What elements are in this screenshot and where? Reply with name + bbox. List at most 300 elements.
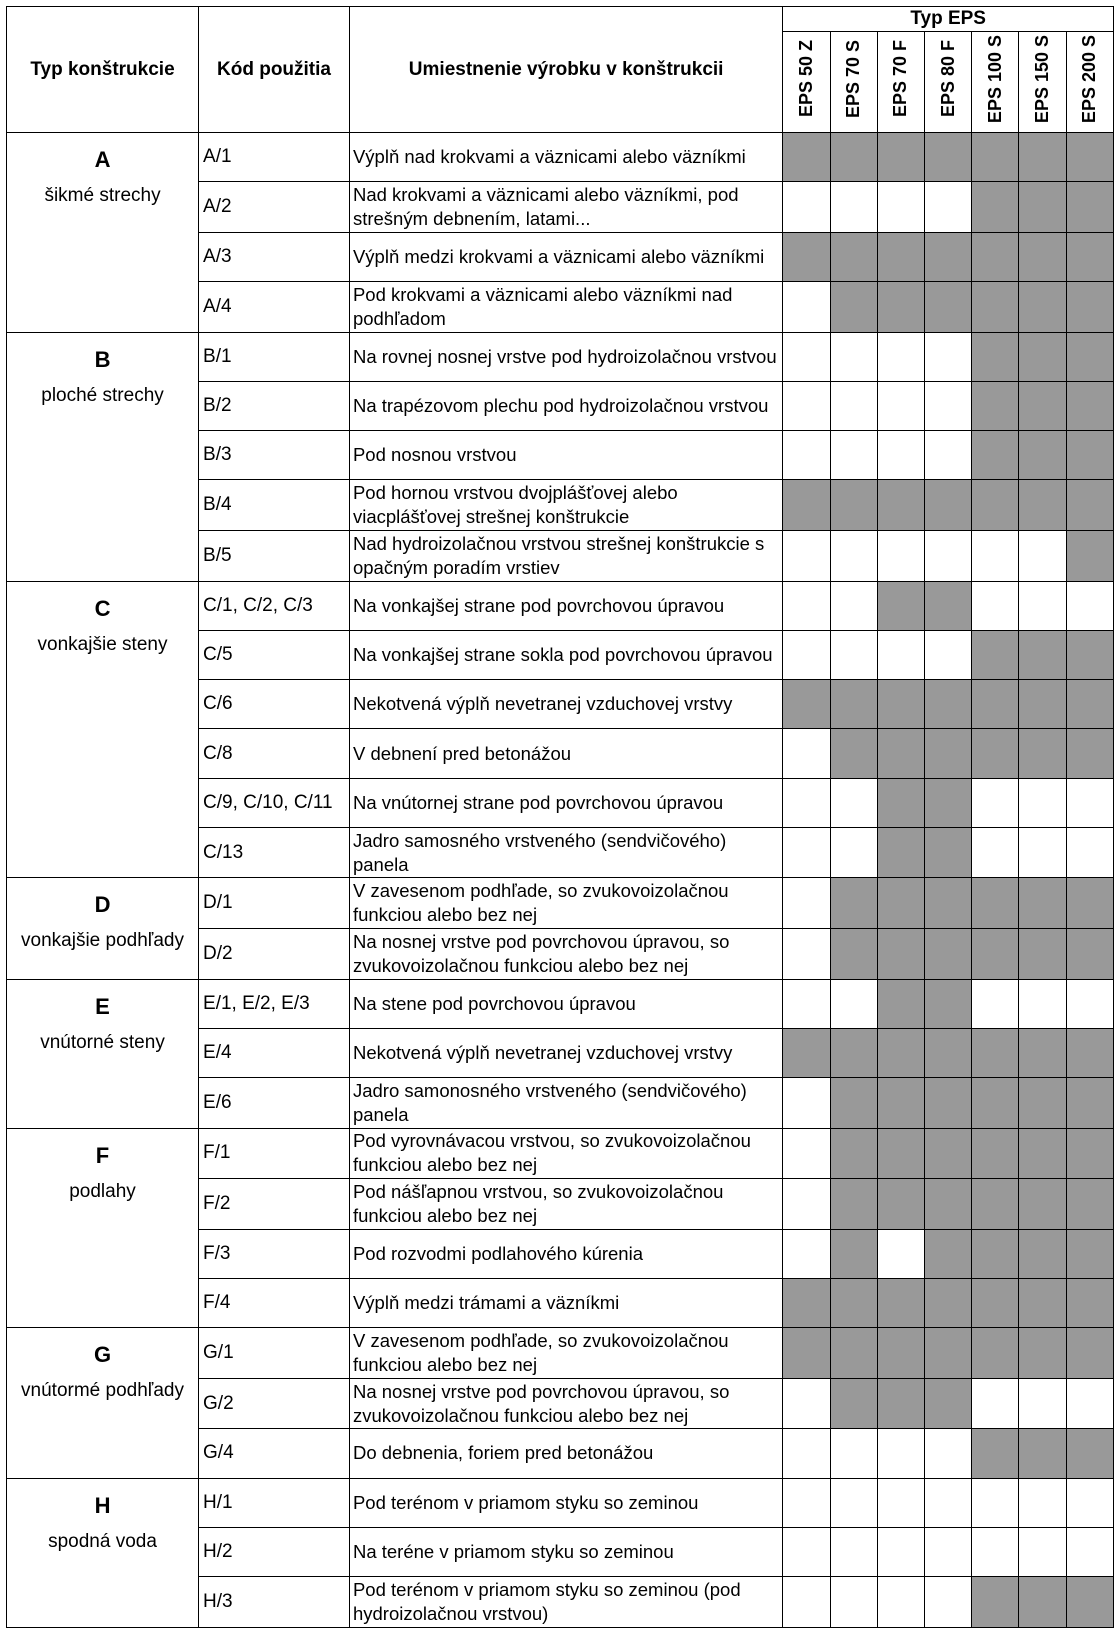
- usage-code-cell: H/1: [199, 1478, 350, 1527]
- eps-unsuitable-cell: [1066, 979, 1113, 1028]
- eps-suitable-cell: [925, 1278, 972, 1327]
- usage-code-cell: E/1, E/2, E/3: [199, 979, 350, 1028]
- eps-suitable-cell: [830, 1128, 877, 1179]
- table-row: [7, 332, 1114, 381]
- eps-suitable-cell: [1066, 1278, 1113, 1327]
- eps-suitable-cell: [925, 729, 972, 778]
- eps-unsuitable-cell: [783, 1179, 830, 1230]
- placement-description-cell: V debnení pred betonážou: [349, 729, 782, 778]
- eps-suitable-cell: [972, 1328, 1019, 1379]
- eps-suitable-cell: [1019, 232, 1066, 281]
- eps-suitable-cell: [877, 282, 924, 333]
- usage-code-cell: A/3: [199, 232, 350, 281]
- usage-code-cell: G/4: [199, 1429, 350, 1478]
- eps-unsuitable-cell: [1066, 778, 1113, 827]
- eps-suitable-cell: [972, 1179, 1019, 1230]
- eps-suitable-cell: [1066, 1028, 1113, 1077]
- eps-suitable-cell: [1066, 1429, 1113, 1478]
- placement-description-cell: Pod nášľapnou vrstvou, so zvukovoizolačnou funkciou alebo bez nej: [349, 1179, 782, 1230]
- eps-suitable-cell: [1066, 133, 1113, 182]
- placement-description-cell: Nekotvená výplň nevetranej vzduchovej vrstvy: [349, 1028, 782, 1077]
- eps-suitable-cell: [877, 581, 924, 630]
- eps-unsuitable-cell: [877, 630, 924, 679]
- usage-code-cell: E/6: [199, 1078, 350, 1129]
- usage-code-cell: D/2: [199, 929, 350, 980]
- eps-suitable-cell: [783, 480, 830, 531]
- placement-description-cell: Do debnenia, foriem pred betonážou: [349, 1429, 782, 1478]
- eps-suitable-cell: [830, 282, 877, 333]
- eps-unsuitable-cell: [1066, 1478, 1113, 1527]
- eps-suitable-cell: [1019, 1078, 1066, 1129]
- placement-description-cell: Na teréne v priamom styku so zeminou: [349, 1527, 782, 1576]
- usage-code-cell: C/13: [199, 827, 350, 878]
- construction-type-cell: [7, 332, 199, 581]
- eps-unsuitable-cell: [783, 581, 830, 630]
- eps-unsuitable-cell: [877, 431, 924, 480]
- eps-unsuitable-cell: [877, 381, 924, 430]
- eps-unsuitable-cell: [972, 778, 1019, 827]
- usage-code-cell: G/1: [199, 1328, 350, 1379]
- placement-description-cell: Výplň nad krokvami a väznicami alebo väzníkmi: [349, 133, 782, 182]
- eps-suitable-cell: [972, 133, 1019, 182]
- construction-type-name: ploché strechy: [41, 384, 164, 406]
- eps-unsuitable-cell: [925, 630, 972, 679]
- eps-suitable-cell: [925, 979, 972, 1028]
- eps-suitable-cell: [877, 133, 924, 182]
- eps-unsuitable-cell: [783, 878, 830, 929]
- eps-suitable-cell: [972, 1028, 1019, 1077]
- table-row: [7, 1328, 1114, 1379]
- construction-type-letter: E: [95, 993, 110, 1019]
- eps-suitable-cell: [1019, 381, 1066, 430]
- eps-suitable-cell: [925, 680, 972, 729]
- eps-suitable-cell: [972, 332, 1019, 381]
- eps-suitable-cell: [972, 929, 1019, 980]
- placement-description-cell: Jadro samonosného vrstveného (sendvičového) panela: [349, 1078, 782, 1129]
- eps-suitable-cell: [925, 232, 972, 281]
- header-typ-konstrukcie: Typ konštrukcie: [7, 7, 199, 133]
- placement-description-cell: Výplň medzi trámami a väzníkmi: [349, 1278, 782, 1327]
- eps-type-label: EPS 100 S: [984, 34, 1005, 124]
- eps-unsuitable-cell: [1019, 827, 1066, 878]
- eps-suitable-cell: [972, 282, 1019, 333]
- eps-unsuitable-cell: [830, 431, 877, 480]
- placement-description-cell: Na vonkajšej strane sokla pod povrchovou úpravou: [349, 630, 782, 679]
- eps-suitable-cell: [1066, 1229, 1113, 1278]
- eps-unsuitable-cell: [830, 1429, 877, 1478]
- eps-suitable-cell: [1019, 929, 1066, 980]
- eps-unsuitable-cell: [1019, 1378, 1066, 1429]
- eps-unsuitable-cell: [783, 1229, 830, 1278]
- eps-suitable-cell: [1066, 1078, 1113, 1129]
- eps-suitable-cell: [925, 1128, 972, 1179]
- eps-suitable-cell: [972, 1128, 1019, 1179]
- eps-suitable-cell: [1066, 232, 1113, 281]
- eps-unsuitable-cell: [783, 1128, 830, 1179]
- construction-type-cell: [7, 133, 199, 333]
- construction-type-name: vnútorné steny: [40, 1031, 165, 1053]
- eps-suitable-cell: [1066, 332, 1113, 381]
- eps-suitable-cell: [1019, 282, 1066, 333]
- placement-description-cell: Na vnútornej strane pod povrchovou úpravou: [349, 778, 782, 827]
- usage-code-cell: C/5: [199, 630, 350, 679]
- eps-suitable-cell: [783, 680, 830, 729]
- eps-suitable-cell: [1066, 630, 1113, 679]
- eps-unsuitable-cell: [783, 827, 830, 878]
- eps-suitable-cell: [830, 1378, 877, 1429]
- eps-unsuitable-cell: [972, 979, 1019, 1028]
- eps-unsuitable-cell: [877, 332, 924, 381]
- eps-unsuitable-cell: [925, 1577, 972, 1628]
- eps-unsuitable-cell: [830, 581, 877, 630]
- eps-suitable-cell: [972, 680, 1019, 729]
- eps-unsuitable-cell: [925, 1478, 972, 1527]
- eps-unsuitable-cell: [925, 431, 972, 480]
- eps-suitable-cell: [783, 1028, 830, 1077]
- eps-unsuitable-cell: [830, 778, 877, 827]
- eps-suitable-cell: [877, 1378, 924, 1429]
- usage-code-cell: H/3: [199, 1577, 350, 1628]
- eps-suitable-cell: [877, 232, 924, 281]
- placement-description-cell: Na vonkajšej strane pod povrchovou úpravou: [349, 581, 782, 630]
- eps-suitable-cell: [1066, 1179, 1113, 1230]
- eps-type-label: EPS 200 S: [1079, 34, 1100, 124]
- eps-type-label: EPS 50 Z: [795, 40, 816, 118]
- usage-code-cell: G/2: [199, 1378, 350, 1429]
- placement-description-cell: Pod terénom v priamom styku so zeminou (pod hydroizolačnou vrstvou): [349, 1577, 782, 1628]
- placement-description-cell: Pod vyrovnávacou vrstvou, so zvukovoizolačnou funkciou alebo bez nej: [349, 1128, 782, 1179]
- eps-suitable-cell: [877, 1078, 924, 1129]
- eps-unsuitable-cell: [783, 431, 830, 480]
- construction-type-cell: [7, 581, 199, 878]
- usage-code-cell: F/1: [199, 1128, 350, 1179]
- usage-code-cell: F/2: [199, 1179, 350, 1230]
- eps-suitable-cell: [877, 778, 924, 827]
- eps-suitable-cell: [925, 282, 972, 333]
- eps-suitable-cell: [925, 778, 972, 827]
- usage-code-cell: C/8: [199, 729, 350, 778]
- eps-unsuitable-cell: [1066, 827, 1113, 878]
- placement-description-cell: V zavesenom podhľade, so zvukovoizolačnou funkciou alebo bez nej: [349, 1328, 782, 1379]
- eps-unsuitable-cell: [877, 1429, 924, 1478]
- eps-unsuitable-cell: [783, 929, 830, 980]
- construction-type-name: vnútormé podhľady: [21, 1380, 184, 1402]
- eps-suitable-cell: [925, 1229, 972, 1278]
- eps-suitable-cell: [1066, 282, 1113, 333]
- eps-type-label: EPS 70 F: [890, 40, 911, 118]
- eps-suitable-cell: [1066, 929, 1113, 980]
- eps-unsuitable-cell: [925, 182, 972, 233]
- construction-type-cell: [7, 979, 199, 1128]
- eps-unsuitable-cell: [830, 531, 877, 582]
- eps-unsuitable-cell: [783, 1429, 830, 1478]
- usage-code-cell: F/4: [199, 1278, 350, 1327]
- table-row: [7, 878, 1114, 929]
- eps-suitable-cell: [830, 1229, 877, 1278]
- construction-type-name: spodná voda: [48, 1530, 157, 1552]
- eps-suitable-cell: [972, 431, 1019, 480]
- eps-type-label: EPS 70 S: [843, 39, 864, 119]
- eps-suitable-cell: [1019, 878, 1066, 929]
- usage-code-cell: B/3: [199, 431, 350, 480]
- eps-suitable-cell: [972, 1429, 1019, 1478]
- placement-description-cell: Výplň medzi krokvami a väznicami alebo väzníkmi: [349, 232, 782, 281]
- usage-code-cell: B/2: [199, 381, 350, 430]
- usage-code-cell: C/6: [199, 680, 350, 729]
- placement-description-cell: V zavesenom podhľade, so zvukovoizolačnou funkciou alebo bez nej: [349, 878, 782, 929]
- eps-unsuitable-cell: [972, 827, 1019, 878]
- usage-code-cell: H/2: [199, 1527, 350, 1576]
- eps-unsuitable-cell: [830, 1527, 877, 1576]
- usage-code-cell: E/4: [199, 1028, 350, 1077]
- eps-suitable-cell: [925, 133, 972, 182]
- eps-suitable-cell: [1066, 878, 1113, 929]
- placement-description-cell: Nad krokvami a väznicami alebo väzníkmi, pod strešným debnením, latami...: [349, 182, 782, 233]
- usage-code-cell: A/4: [199, 282, 350, 333]
- header-eps-type: [972, 32, 1019, 133]
- construction-type-name: šikmé strechy: [44, 185, 161, 206]
- eps-suitable-cell: [877, 1179, 924, 1230]
- eps-suitable-cell: [783, 133, 830, 182]
- eps-suitable-cell: [830, 1278, 877, 1327]
- usage-code-cell: C/9, C/10, C/11: [199, 778, 350, 827]
- construction-type-letter: B: [94, 346, 111, 372]
- eps-suitable-cell: [925, 1328, 972, 1379]
- eps-suitable-cell: [783, 232, 830, 281]
- usage-code-cell: B/4: [199, 480, 350, 531]
- eps-unsuitable-cell: [783, 332, 830, 381]
- header-kod-pouzitia: Kód použitia: [199, 7, 350, 133]
- eps-unsuitable-cell: [1066, 581, 1113, 630]
- eps-suitable-cell: [1019, 1028, 1066, 1077]
- usage-code-cell: C/1, C/2, C/3: [199, 581, 350, 630]
- table-row: [7, 581, 1114, 630]
- eps-suitable-cell: [830, 133, 877, 182]
- eps-suitable-cell: [925, 581, 972, 630]
- eps-unsuitable-cell: [1066, 1527, 1113, 1576]
- eps-suitable-cell: [972, 232, 1019, 281]
- eps-suitable-cell: [1066, 1577, 1113, 1628]
- eps-suitable-cell: [972, 182, 1019, 233]
- placement-description-cell: Na nosnej vrstve pod povrchovou úpravou, so zvukovoizolačnou funkciou alebo bez nej: [349, 1378, 782, 1429]
- eps-suitable-cell: [830, 1028, 877, 1077]
- eps-unsuitable-cell: [783, 1078, 830, 1129]
- eps-suitable-cell: [1066, 480, 1113, 531]
- usage-code-cell: D/1: [199, 878, 350, 929]
- construction-type-letter: F: [95, 1142, 110, 1168]
- eps-suitable-cell: [877, 1278, 924, 1327]
- eps-suitable-cell: [1019, 729, 1066, 778]
- eps-suitable-cell: [830, 232, 877, 281]
- header-umiestnenie: Umiestnenie výrobku v konštrukcii: [349, 7, 782, 133]
- eps-suitable-cell: [925, 827, 972, 878]
- construction-type-cell: [7, 1128, 199, 1328]
- eps-suitable-cell: [783, 1328, 830, 1379]
- construction-type-letter: A: [94, 147, 111, 172]
- eps-unsuitable-cell: [783, 531, 830, 582]
- eps-suitable-cell: [925, 878, 972, 929]
- eps-suitable-cell: [1019, 1278, 1066, 1327]
- eps-suitable-cell: [877, 827, 924, 878]
- eps-suitable-cell: [1019, 680, 1066, 729]
- eps-suitable-cell: [925, 1378, 972, 1429]
- eps-suitable-cell: [925, 1078, 972, 1129]
- eps-unsuitable-cell: [972, 531, 1019, 582]
- eps-suitable-cell: [830, 480, 877, 531]
- eps-unsuitable-cell: [972, 1378, 1019, 1429]
- eps-suitable-cell: [1066, 182, 1113, 233]
- placement-description-cell: Pod hornou vrstvou dvojplášťovej alebo viacplášťovej strešnej konštrukcie: [349, 480, 782, 531]
- eps-unsuitable-cell: [783, 182, 830, 233]
- eps-suitable-cell: [877, 1128, 924, 1179]
- eps-unsuitable-cell: [1066, 1378, 1113, 1429]
- eps-unsuitable-cell: [1019, 531, 1066, 582]
- eps-unsuitable-cell: [783, 1577, 830, 1628]
- eps-suitable-cell: [1019, 1577, 1066, 1628]
- eps-unsuitable-cell: [830, 381, 877, 430]
- construction-type-name: vonkajšie steny: [37, 633, 168, 655]
- eps-unsuitable-cell: [1019, 979, 1066, 1028]
- eps-suitable-cell: [783, 1278, 830, 1327]
- eps-suitable-cell: [1066, 1128, 1113, 1179]
- eps-unsuitable-cell: [1019, 1478, 1066, 1527]
- placement-description-cell: Jadro samosného vrstveného (sendvičového) panela: [349, 827, 782, 878]
- eps-unsuitable-cell: [830, 1577, 877, 1628]
- eps-suitable-cell: [830, 680, 877, 729]
- eps-suitable-cell: [1019, 1328, 1066, 1379]
- table-row: [7, 133, 1114, 182]
- eps-unsuitable-cell: [925, 531, 972, 582]
- eps-suitable-cell: [877, 480, 924, 531]
- eps-unsuitable-cell: [877, 1478, 924, 1527]
- eps-suitable-cell: [1066, 531, 1113, 582]
- eps-unsuitable-cell: [783, 778, 830, 827]
- usage-code-cell: A/2: [199, 182, 350, 233]
- header-eps-type: [830, 32, 877, 133]
- eps-suitable-cell: [972, 1278, 1019, 1327]
- eps-suitable-cell: [1019, 431, 1066, 480]
- eps-unsuitable-cell: [1019, 778, 1066, 827]
- eps-unsuitable-cell: [972, 1527, 1019, 1576]
- eps-unsuitable-cell: [972, 1478, 1019, 1527]
- placement-description-cell: Pod krokvami a väznicami alebo väzníkmi nad podhľadom: [349, 282, 782, 333]
- eps-unsuitable-cell: [830, 630, 877, 679]
- placement-description-cell: Pod nosnou vrstvou: [349, 431, 782, 480]
- eps-unsuitable-cell: [783, 1378, 830, 1429]
- eps-suitable-cell: [972, 729, 1019, 778]
- eps-unsuitable-cell: [925, 381, 972, 430]
- header-typ-eps: Typ EPS: [783, 7, 1114, 32]
- eps-suitable-cell: [877, 680, 924, 729]
- eps-unsuitable-cell: [830, 979, 877, 1028]
- eps-unsuitable-cell: [830, 827, 877, 878]
- eps-unsuitable-cell: [1019, 1527, 1066, 1576]
- table-row: [7, 1478, 1114, 1527]
- eps-suitable-cell: [1019, 1229, 1066, 1278]
- construction-type-cell: [7, 878, 199, 979]
- eps-suitable-cell: [830, 929, 877, 980]
- eps-suitable-cell: [972, 630, 1019, 679]
- eps-unsuitable-cell: [1019, 581, 1066, 630]
- eps-suitable-cell: [830, 1179, 877, 1230]
- placement-description-cell: Pod rozvodmi podlahového kúrenia: [349, 1229, 782, 1278]
- construction-type-letter: D: [94, 892, 111, 918]
- eps-suitable-cell: [972, 1577, 1019, 1628]
- placement-description-cell: Na nosnej vrstve pod povrchovou úpravou, so zvukovoizolačnou funkciou alebo bez nej: [349, 929, 782, 980]
- eps-suitable-cell: [925, 929, 972, 980]
- construction-type-cell: [7, 1478, 199, 1627]
- eps-suitable-cell: [1019, 630, 1066, 679]
- eps-suitable-cell: [877, 929, 924, 980]
- eps-unsuitable-cell: [972, 581, 1019, 630]
- eps-suitable-cell: [925, 1179, 972, 1230]
- placement-description-cell: Nekotvená výplň nevetranej vzduchovej vrstvy: [349, 680, 782, 729]
- construction-type-letter: G: [93, 1342, 112, 1368]
- eps-suitable-cell: [1066, 729, 1113, 778]
- eps-unsuitable-cell: [877, 182, 924, 233]
- eps-unsuitable-cell: [925, 1527, 972, 1576]
- eps-suitable-cell: [830, 1328, 877, 1379]
- construction-type-cell: [7, 1328, 199, 1478]
- eps-suitable-cell: [925, 1028, 972, 1077]
- placement-description-cell: Pod terénom v priamom styku so zeminou: [349, 1478, 782, 1527]
- eps-suitable-cell: [877, 1028, 924, 1077]
- usage-code-cell: B/1: [199, 332, 350, 381]
- eps-suitable-cell: [1019, 480, 1066, 531]
- eps-suitable-cell: [972, 381, 1019, 430]
- construction-type-name: vonkajšie podhľady: [21, 930, 184, 952]
- eps-unsuitable-cell: [925, 332, 972, 381]
- construction-type-letter: H: [94, 1492, 111, 1518]
- header-eps-type: [925, 32, 972, 133]
- eps-suitable-cell: [1066, 680, 1113, 729]
- placement-description-cell: Na rovnej nosnej vrstve pod hydroizolačnou vrstvou: [349, 332, 782, 381]
- placement-description-cell: Na stene pod povrchovou úpravou: [349, 979, 782, 1028]
- table-row: [7, 979, 1114, 1028]
- eps-unsuitable-cell: [783, 1527, 830, 1576]
- eps-unsuitable-cell: [783, 630, 830, 679]
- eps-suitable-cell: [1019, 182, 1066, 233]
- eps-type-label: EPS 80 F: [937, 40, 958, 118]
- eps-suitable-cell: [972, 480, 1019, 531]
- construction-type-name: podlahy: [69, 1180, 136, 1202]
- eps-unsuitable-cell: [783, 282, 830, 333]
- eps-unsuitable-cell: [783, 1478, 830, 1527]
- eps-suitable-cell: [830, 1078, 877, 1129]
- header-eps-type: [783, 32, 830, 133]
- eps-suitable-cell: [972, 1229, 1019, 1278]
- eps-suitable-cell: [877, 729, 924, 778]
- table-row: [7, 1128, 1114, 1179]
- eps-suitable-cell: [1019, 332, 1066, 381]
- eps-suitable-cell: [1066, 1328, 1113, 1379]
- eps-unsuitable-cell: [877, 1577, 924, 1628]
- eps-suitable-cell: [1066, 381, 1113, 430]
- eps-suitable-cell: [877, 1328, 924, 1379]
- eps-suitable-cell: [1066, 431, 1113, 480]
- usage-code-cell: B/5: [199, 531, 350, 582]
- eps-unsuitable-cell: [783, 729, 830, 778]
- eps-suitable-cell: [972, 878, 1019, 929]
- eps-unsuitable-cell: [830, 182, 877, 233]
- eps-unsuitable-cell: [830, 332, 877, 381]
- eps-unsuitable-cell: [925, 1429, 972, 1478]
- eps-suitable-cell: [1019, 1128, 1066, 1179]
- placement-description-cell: Nad hydroizolačnou vrstvou strešnej konštrukcie s opačným poradím vrstiev: [349, 531, 782, 582]
- eps-suitable-cell: [925, 480, 972, 531]
- header-eps-type: [1066, 32, 1113, 133]
- eps-unsuitable-cell: [877, 1527, 924, 1576]
